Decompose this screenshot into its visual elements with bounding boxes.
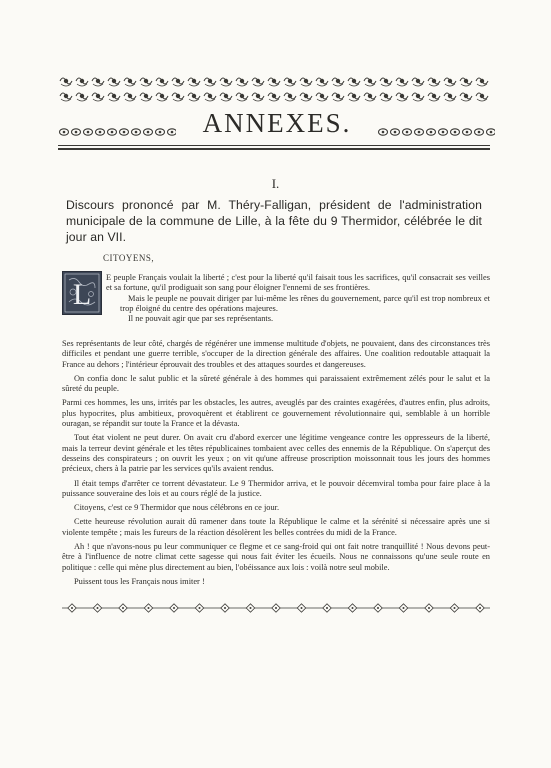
section-number: I. — [271, 176, 280, 191]
paragraph: Mais le peuple ne pouvait diriger par lui-même les rênes du gouvernement, parce qu'il est trop nombreux et trop éloigné du centre des opérations majeures. — [120, 293, 490, 313]
closing-line: Puissent tous les Français nous imiter ! — [74, 576, 205, 586]
paragraph: Citoyens, c'est ce 9 Thermidor que nous célébrons en ce jour. — [74, 503, 280, 513]
title-rule-thick — [58, 148, 490, 150]
salutation: CITOYENS, — [103, 253, 155, 263]
title-ornament-left — [58, 123, 176, 135]
paragraph: Il ne pouvait agir que par ses représentants. — [128, 314, 274, 324]
dropcap-letter: L — [72, 278, 92, 311]
ornamental-frieze-top — [58, 74, 490, 88]
paragraph: Parmi ces hommes, les uns, irrités par les obstacles, les autres, aveuglés par des craintes exagérées, d'autres enfin, plus adroits, plus hypocrites, plus ambitieux, provoquèrent et établirent ce gouvernement révolutionnaire qui, semblable à un horrible ouragan, se répandit sur toute la France et la dévasta. — [62, 398, 490, 429]
paragraph: Tout état violent ne peut durer. On avait cru d'abord exercer une légitime vengeance contre les oppresseurs de la liberté, mais la terreur devint générale et les têtes républicaines tombaient avec celles des ennemis de la République. On s'aperçut des desseins des conspirateurs ; on ouvrit les yeux ; on vit qu'une affreuse proscription moissonnait tous les jours des hommes précieux, chers à la patrie par les services qu'ils avaient rendus. — [62, 433, 490, 474]
paragraph: Ah ! que n'avons-nous pu leur communiquer ce flegme et ce sang-froid qui ont fait notre tranquillité ! Nous devons peut-être à l'influence de notre climat cette sagesse qui nous fait éviter les écueils. Nous ne connaissons qu'une seule route en politique : celle qui mène plus directement au bien, l'obéissance aux lois : voilà notre seul mobile. — [62, 542, 490, 572]
closing-ornament-rule — [62, 599, 490, 611]
paragraph: Cette heureuse révolution aurait dû ramener dans toute la République le calme et la sérénité si nécessaire après une si violente tempête ; mais les fureurs de la réaction désolèrent les belles contrées du midi de la France. — [62, 517, 490, 537]
speech-heading: Discours prononcé par M. Théry-Falligan, président de l'administration municipale de la commune de Lille, à la fête du 9 Thermidor, célébrée le dit jour an VII. — [66, 198, 482, 244]
paragraph: Il était temps d'arrêter ce torrent dévastateur. Le 9 Thermidor arriva, et le pouvoir décemviral tomba pour faire place à la puissance souveraine des lois et au cours réglé de la justice. — [62, 478, 490, 498]
ornamental-frieze-bottom — [58, 89, 490, 103]
body-paragraphs — [62, 339, 490, 591]
title-ornament-right — [377, 123, 495, 135]
paragraph: E peuple Français voulait la liberté ; c'est pour la liberté qu'il faisait tous les sacrifices, qu'il consacrait ses veilles et sa fortune, qu'il prodiguait son sang pour éloigner l'ennemi de ses frontières. — [106, 273, 490, 293]
title-rule-thin — [58, 145, 490, 146]
paragraph: Ses représentants de leur côté, chargés de régénérer une immense multitude d'objets, ne pouvaient, dans des circonstances très difficiles et pendant une guerre terrible, s'occuper de la direction générale des affaires. Une coalition redoutable attaquait la France au dehors ; l'intérieur éprouvait des troubles et des attaques sourdes et dangereuses. — [62, 339, 490, 369]
page-title: ANNEXES. — [202, 108, 352, 138]
paragraph: On confia donc le salut public et la sûreté générale à des hommes qui paraissaient extrêmement zélés pour le salut et la sûreté du peuple. — [62, 373, 490, 394]
opening-paragraphs — [62, 273, 490, 324]
